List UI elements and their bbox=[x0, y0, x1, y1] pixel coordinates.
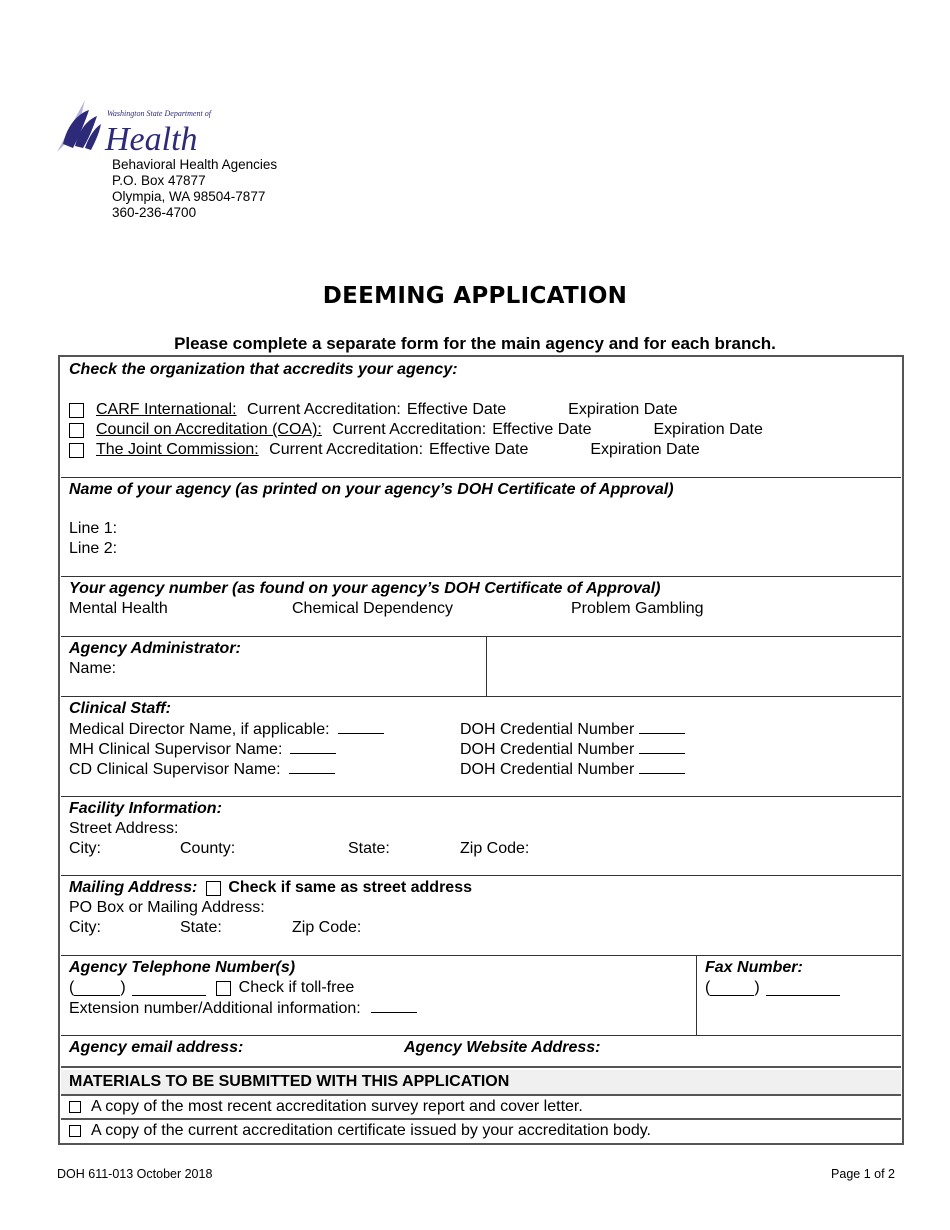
agency-name-section bbox=[61, 478, 901, 577]
accreditation-option-coa bbox=[69, 420, 893, 440]
telephone-cell bbox=[61, 956, 697, 1035]
agency-number-section bbox=[61, 577, 901, 637]
mailing-heading: Mailing Address: bbox=[69, 879, 198, 896]
administrator-cell bbox=[61, 637, 487, 696]
expiration-date-label: Expiration Date bbox=[568, 401, 678, 418]
extension-label: Extension number/Additional information: bbox=[69, 1000, 361, 1017]
toll-free-label: Check if toll-free bbox=[238, 979, 355, 996]
facility-heading: Facility Information: bbox=[69, 800, 222, 817]
toll-free-checkbox[interactable] bbox=[216, 981, 231, 996]
accreditation-option-carf bbox=[69, 400, 893, 420]
credential-field[interactable] bbox=[460, 739, 685, 760]
address-line: Behavioral Health Agencies bbox=[112, 157, 278, 172]
accreditation-certificate-checkbox[interactable] bbox=[69, 1125, 81, 1137]
mailing-section bbox=[61, 876, 901, 956]
page-number: Page 1 of 2 bbox=[831, 1167, 895, 1181]
org-name: The Joint Commission: bbox=[96, 441, 259, 458]
fax-number-blank[interactable] bbox=[766, 981, 840, 996]
mailing-state-field[interactable]: State: bbox=[180, 919, 222, 936]
street-address-field[interactable]: Street Address: bbox=[69, 820, 179, 837]
agency-address-block bbox=[112, 157, 277, 221]
contact-section bbox=[61, 1036, 901, 1068]
survey-report-checkbox[interactable] bbox=[69, 1101, 81, 1113]
effective-date-label: Effective Date bbox=[492, 421, 592, 438]
agency-name-heading: Name of your agency (as printed on your agency’s DOH Certificate of Approval) bbox=[69, 481, 674, 498]
clinical-staff-section bbox=[61, 697, 901, 797]
fax-heading: Fax Number: bbox=[705, 959, 803, 976]
materials-item-label: A copy of the most recent accreditation survey report and cover letter. bbox=[91, 1098, 583, 1115]
email-field[interactable]: Agency email address: bbox=[69, 1039, 244, 1056]
svg-text:Health: Health bbox=[105, 121, 198, 156]
administrator-heading: Agency Administrator: bbox=[69, 640, 241, 657]
address-line: 360-236-4700 bbox=[112, 205, 197, 220]
telephone-heading: Agency Telephone Number(s) bbox=[69, 959, 296, 976]
agency-name-line2[interactable]: Line 2: bbox=[69, 540, 118, 557]
credential-label: DOH Credential Number bbox=[460, 721, 635, 738]
application-form bbox=[58, 355, 904, 1145]
doh-logo bbox=[55, 92, 215, 156]
address-line: P.O. Box 47877 bbox=[112, 173, 206, 188]
zip-code-field[interactable]: Zip Code: bbox=[460, 840, 530, 857]
mh-supervisor-blank[interactable] bbox=[290, 739, 336, 754]
accreditation-option-joint-commission bbox=[69, 440, 893, 460]
effective-date-label: Effective Date bbox=[406, 401, 507, 418]
credential-label: DOH Credential Number bbox=[460, 761, 635, 778]
materials-item bbox=[61, 1096, 901, 1120]
form-id: DOH 611-013 October 2018 bbox=[57, 1167, 213, 1181]
same-as-street-label: Check if same as street address bbox=[228, 879, 472, 896]
fax-number-field[interactable]: ( ) bbox=[705, 978, 893, 998]
administrator-empty-cell bbox=[487, 637, 901, 696]
org-name: Council on Accreditation (COA): bbox=[96, 421, 322, 438]
problem-gambling-field[interactable]: Problem Gambling bbox=[571, 600, 704, 617]
materials-item-label: A copy of the current accreditation certificate issued by your accreditation body. bbox=[91, 1122, 651, 1139]
state-field[interactable]: State: bbox=[348, 840, 390, 857]
page-title: DEEMING APPLICATION bbox=[322, 283, 628, 309]
telephone-number-field[interactable]: ( ) Check if toll-free bbox=[69, 979, 355, 996]
org-name: CARF International: bbox=[96, 401, 237, 418]
expiration-date-label: Expiration Date bbox=[590, 441, 700, 458]
fax-cell bbox=[697, 956, 901, 1035]
credential-blank[interactable] bbox=[639, 759, 685, 774]
agency-name-line1[interactable]: Line 1: bbox=[69, 520, 118, 537]
current-accreditation-label: Current Accreditation: bbox=[246, 401, 401, 418]
medical-director-field[interactable] bbox=[69, 719, 384, 740]
po-box-field[interactable]: PO Box or Mailing Address: bbox=[69, 899, 265, 916]
mh-supervisor-label: MH Clinical Supervisor Name: bbox=[69, 741, 283, 758]
mailing-zip-field[interactable]: Zip Code: bbox=[292, 919, 362, 936]
extension-blank[interactable] bbox=[371, 998, 417, 1013]
cd-supervisor-blank[interactable] bbox=[289, 759, 335, 774]
credential-field[interactable] bbox=[460, 719, 685, 740]
agency-number-heading: Your agency number (as found on your agency’s DOH Certificate of Approval) bbox=[69, 580, 661, 597]
fax-area-code-blank[interactable] bbox=[710, 981, 754, 996]
mailing-city-field[interactable]: City: bbox=[69, 919, 101, 936]
area-code-blank[interactable] bbox=[74, 981, 120, 996]
medical-director-label: Medical Director Name, if applicable: bbox=[69, 721, 330, 738]
clinical-staff-heading: Clinical Staff: bbox=[69, 700, 171, 717]
website-field[interactable]: Agency Website Address: bbox=[404, 1039, 601, 1056]
county-field[interactable]: County: bbox=[180, 840, 236, 857]
carf-checkbox[interactable] bbox=[69, 403, 84, 418]
chemical-dependency-field[interactable]: Chemical Dependency bbox=[292, 600, 453, 617]
health-logo-icon bbox=[55, 92, 215, 156]
cd-supervisor-label: CD Clinical Supervisor Name: bbox=[69, 761, 281, 778]
administrator-name-field[interactable]: Name: bbox=[69, 660, 117, 677]
materials-item bbox=[61, 1120, 901, 1142]
effective-date-label: Effective Date bbox=[429, 441, 529, 458]
administrator-section bbox=[61, 637, 901, 697]
page-subtitle: Please complete a separate form for the main agency and for each branch. bbox=[174, 334, 776, 353]
telephone-section bbox=[61, 956, 901, 1036]
mailing-heading-row bbox=[69, 878, 893, 898]
medical-director-blank[interactable] bbox=[338, 719, 384, 734]
credential-label: DOH Credential Number bbox=[460, 741, 635, 758]
credential-field[interactable] bbox=[460, 759, 685, 780]
mh-supervisor-field[interactable] bbox=[69, 739, 336, 760]
city-field[interactable]: City: bbox=[69, 840, 101, 857]
coa-checkbox[interactable] bbox=[69, 423, 84, 438]
svg-text:Washington State Department of: Washington State Department of bbox=[107, 109, 211, 118]
mental-health-field[interactable]: Mental Health bbox=[69, 600, 168, 617]
current-accreditation-label: Current Accreditation: bbox=[269, 441, 424, 458]
phone-number-blank[interactable] bbox=[132, 981, 206, 996]
accreditation-heading: Check the organization that accredits your agency: bbox=[69, 361, 458, 378]
address-line: Olympia, WA 98504-7877 bbox=[112, 189, 266, 204]
current-accreditation-label: Current Accreditation: bbox=[332, 421, 487, 438]
accreditation-section bbox=[61, 358, 901, 478]
credential-blank[interactable] bbox=[639, 739, 685, 754]
same-as-street-checkbox[interactable] bbox=[206, 881, 221, 896]
materials-heading: MATERIALS TO BE SUBMITTED WITH THIS APPLICATION bbox=[61, 1070, 901, 1096]
credential-blank[interactable] bbox=[639, 719, 685, 734]
extension-field[interactable] bbox=[69, 998, 688, 1019]
joint-commission-checkbox[interactable] bbox=[69, 443, 84, 458]
expiration-date-label: Expiration Date bbox=[653, 421, 763, 438]
cd-supervisor-field[interactable] bbox=[69, 759, 335, 780]
facility-section bbox=[61, 797, 901, 876]
